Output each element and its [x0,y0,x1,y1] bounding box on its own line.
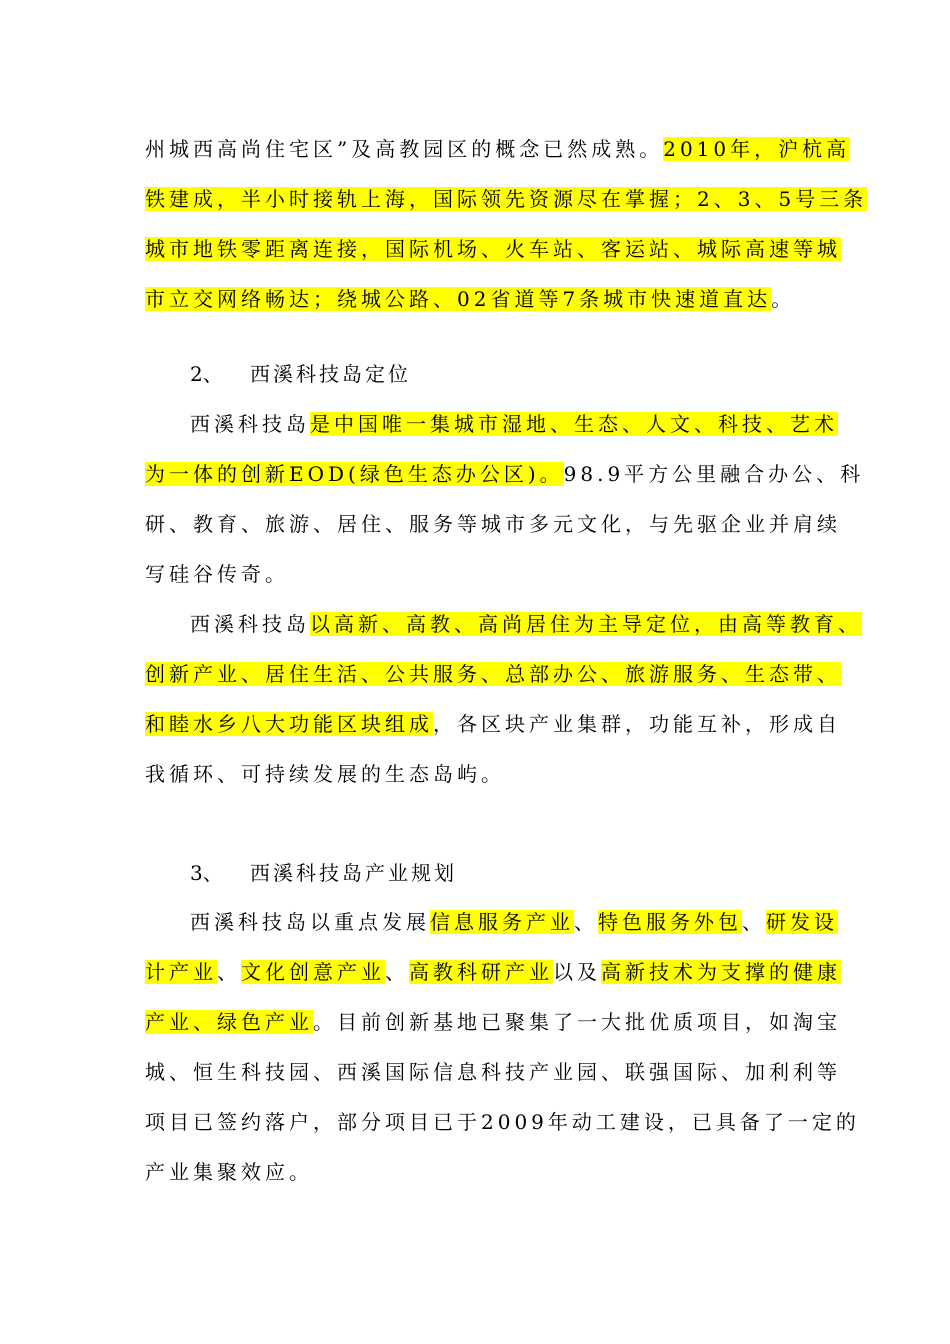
highlighted-text: 2010年，沪杭高 [663,137,851,161]
s2p1-line-2 [145,458,864,490]
text-run: 98.9平方公里融合办公、科 [563,462,865,486]
highlighted-text: 信息服务产业 [430,910,574,934]
highlighted-text: 产业、绿色产业 [145,1010,313,1034]
section-3-number: 3、 [190,861,223,885]
s2p2-line-1 [190,608,862,640]
highlighted-text: 为一体的创新EOD(绿色生态办公区)。 [145,462,564,486]
highlighted-text: 研发设 [766,910,838,934]
highlighted-text: 铁建成，半小时接轨上海，国际领先资源尽在掌握；2、3、5号三条 [145,187,868,211]
text-run: 、 [742,910,766,934]
s3p1-line-3 [145,1006,841,1038]
section-2-title: 西溪科技岛定位 [250,362,411,386]
s2p1-line-1 [190,408,838,440]
para1-line-2 [145,183,867,215]
s2p2-line-3 [145,708,841,740]
highlighted-text: 和睦水乡八大功能区块组成 [145,712,433,736]
highlighted-text: 城市地铁零距离连接，国际机场、火车站、客运站、城际高速等城 [145,237,841,261]
text-run: 州城西高尚住宅区”及高教园区的概念已然成熟。 [145,137,664,161]
text-run: 西溪科技岛以重点发展 [190,910,430,934]
s2p2-line-4: 我循环、可持续发展的生态岛屿。 [145,762,505,786]
text-run: 、 [217,960,241,984]
text-run: 西溪科技岛 [190,412,310,436]
text-run: 。 [771,287,796,311]
text-run: 、 [385,960,409,984]
s3p1-line-4: 城、恒生科技园、西溪国际信息科技产业园、联强国际、加利利等 [145,1060,841,1084]
highlighted-text: 创新产业、居住生活、公共服务、总部办公、旅游服务、生态带、 [145,662,841,686]
text-run: 。目前创新基地已聚集了一大批优质项目，如淘宝 [313,1010,841,1034]
s3p1-line-2 [145,956,841,988]
s3p1-line-5: 项目已签约落户，部分项目已于2009年动工建设，已具备了一定的 [145,1110,860,1134]
highlighted-text: 高教科研产业 [409,960,553,984]
s2p1-line-4: 写硅谷传奇。 [145,562,289,586]
para1-line-1 [145,133,850,165]
highlighted-text: 是中国唯一集城市湿地、生态、人文、科技、艺术 [310,412,838,436]
s3p1-line-6: 产业集聚效应。 [145,1160,313,1184]
s3p1-line-1 [190,906,838,938]
highlighted-text: 计产业 [145,960,217,984]
para1-line-4 [145,283,795,315]
highlighted-text: 市立交网络畅达；绕城公路、02省道等7条城市快速道直达 [145,287,772,311]
highlighted-text: 文化创意产业 [241,960,385,984]
s2p2-line-2 [145,658,841,690]
text-run: 、 [574,910,598,934]
highlighted-text: 高新技术为支撑的健康 [601,960,841,984]
section-3-title: 西溪科技岛产业规划 [250,861,457,885]
text-run: ，各区块产业集群，功能互补，形成自 [433,712,841,736]
highlighted-text: 特色服务外包 [598,910,742,934]
para1-line-3 [145,233,841,265]
section-2-number: 2、 [190,362,223,386]
text-run: 以及 [553,960,601,984]
s2p1-line-3: 研、教育、旅游、居住、服务等城市多元文化，与先驱企业并肩续 [145,512,841,536]
highlighted-text: 以高新、高教、高尚居住为主导定位，由高等教育、 [310,612,862,636]
text-run: 西溪科技岛 [190,612,310,636]
